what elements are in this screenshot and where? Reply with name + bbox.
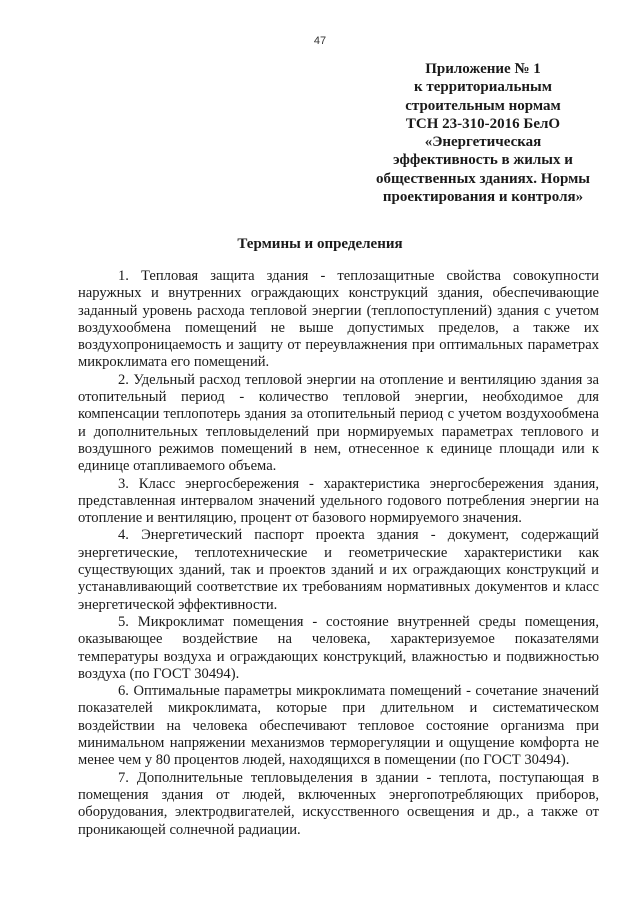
appendix-line: проектирования и контроля» (382, 189, 584, 206)
appendix-line: общественных зданиях. Нормы (376, 170, 590, 187)
definition-paragraph: 1. Тепловая защита здания - теплозащитные свойства совокупности наружных и внутренних ограждающих конструкций здания, обеспечивающие заданный уровень расхода тепловой энергии (теплопоступлений) здания с учетом воздухообмена помещений не выше допустимых пределов, а также их воздухопроницаемость и защиту от переувлажнения при оптимальных параметрах микроклимата его помещений. (78, 268, 599, 371)
definition-paragraph: 5. Микроклимат помещения - состояние внутренней среды помещения, оказывающее воздействие на человека, характеризуемое показателями температуры воздуха и ограждающих конструкций, влажностью и подвижностью воздуха (по ГОСТ 30494). (78, 613, 599, 682)
section-title: Термины и определения (237, 236, 403, 252)
definition-paragraph: 7. Дополнительные тепловыделения в здании - теплота, поступающая в помещения здания от людей, включенных энергопотребляющих приборов, оборудования, электродвигателей, искусственного освещения и др., а также от проникающей солнечной радиации. (78, 769, 599, 838)
page-number: 47 (313, 35, 327, 47)
appendix-line: «Энергетическая (424, 134, 542, 151)
appendix-line: ТСН 23-310-2016 БелО (405, 115, 561, 132)
definition-paragraph: 2. Удельный расход тепловой энергии на отопление и вентиляцию здания за отопительный период - количество тепловой энергии, необходимое для компенсации теплопотерь здания за отопительный период с учетом воздухообмена и дополнительных тепловыделений при нормируемых параметрах теплового и воздушного режимов помещений в нем, отнесенное к единице площади или к единице отапливаемого объема. (78, 371, 599, 475)
definition-paragraph: 6. Оптимальные параметры микроклимата помещений - сочетание значений показателей микроклимата, которые при длительном и систематическом воздействии на человека обеспечивают тепловое состояние организма при минимальном напряжении механизмов терморегуляции и ощущение комфорта не менее чем у 80 процентов людей, находящихся в помещении (по ГОСТ 30494). (78, 683, 599, 769)
appendix-line: к территориальным (414, 79, 552, 96)
appendix-header (368, 60, 598, 206)
definitions-body (78, 268, 599, 839)
appendix-line: эффективность в жилых и (393, 152, 573, 169)
definition-paragraph: 3. Класс энергосбережения - характеристика энергосбережения здания, представленная интервалом значений удельного годового потребления энергии на отопление и вентиляцию, процент от базового нормируемого значения. (78, 475, 599, 527)
definition-paragraph: 4. Энергетический паспорт проекта здания - документ, содержащий энергетические, теплотехнические и геометрические характеристики как существующих зданий, так и проектов зданий и их ограждающих конструкций и устанавливающий соответствие их требованиям нормативных документов и класс энергетической эффективности. (78, 527, 599, 613)
appendix-line: Приложение № 1 (425, 61, 541, 77)
appendix-line: строительным нормам (405, 97, 561, 114)
